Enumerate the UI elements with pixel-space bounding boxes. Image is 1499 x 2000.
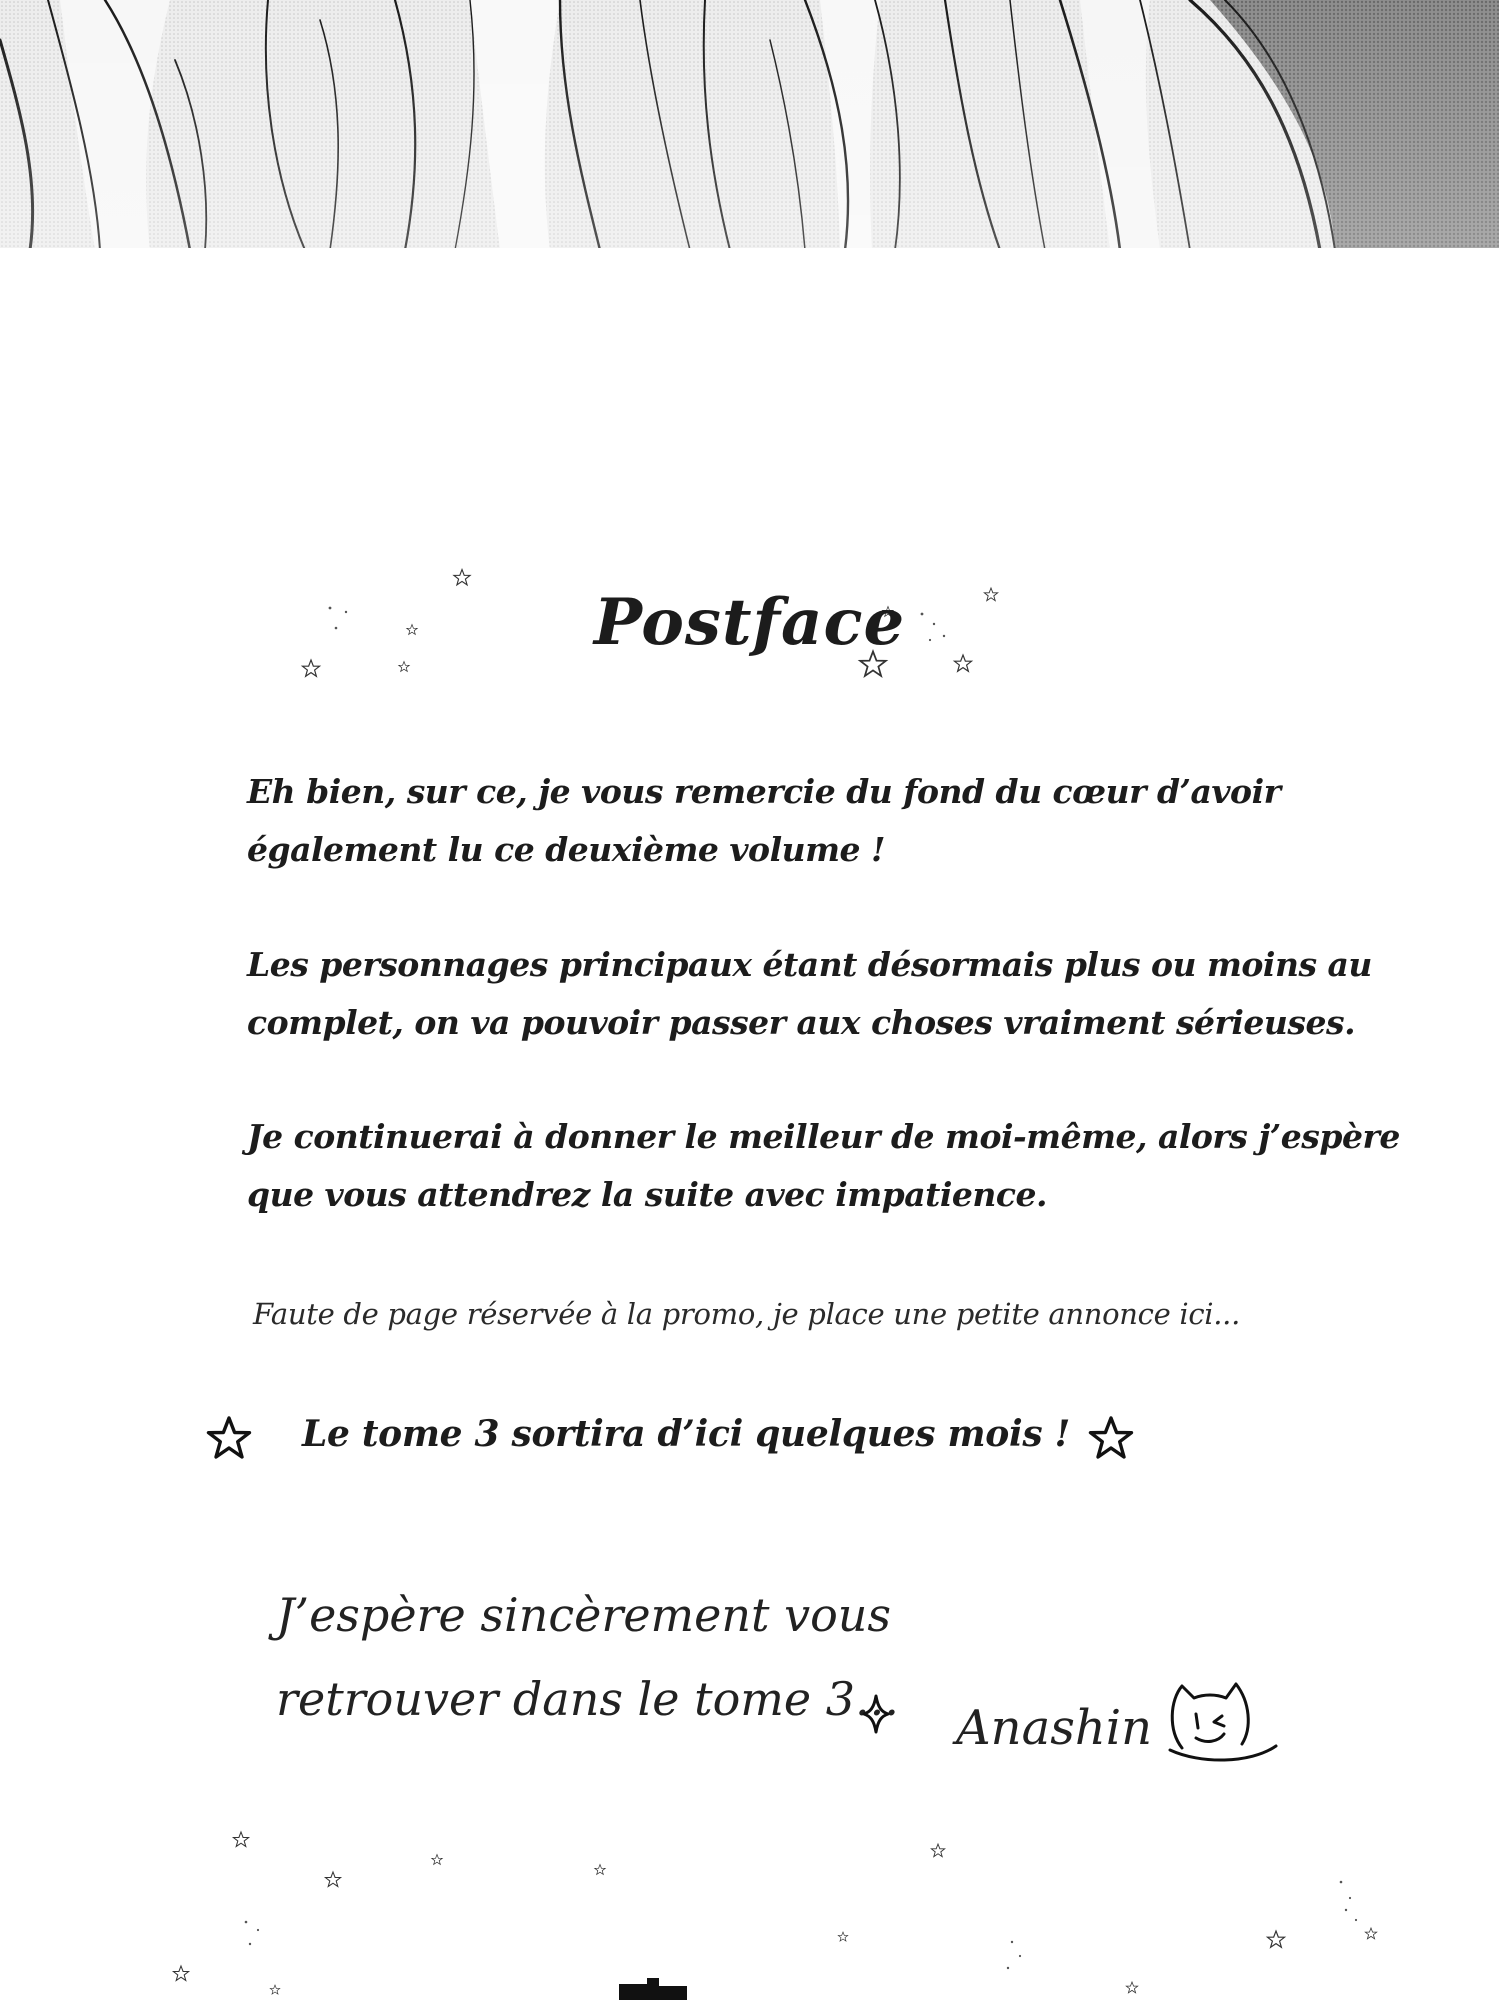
paragraph-1-line-1: Eh bien, sur ce, je vous remercie du fond du cœur d’avoir [247,772,1281,811]
sparkle-icon [860,1692,892,1736]
paragraph-2-line-1: Les personnages principaux étant désormais plus ou moins au [247,945,1372,984]
star-outline-icon [1085,1413,1137,1465]
author-signature: Anashin [956,1700,1153,1756]
paragraph-2-line-2: complet, on va pouvoir passer aux choses vraiment sérieuses. [247,1003,1356,1042]
paragraph-3-line-2: que vous attendrez la suite avec impatience. [247,1175,1047,1214]
promo-note: Faute de page réservée à la promo, je place une petite annonce ici... [253,1297,1241,1331]
volume-announcement: Le tome 3 sortira d’ici quelques mois ! [302,1413,1071,1455]
paragraph-1-line-2: également lu ce deuxième volume ! [247,830,885,869]
page-title: Postface [593,585,906,660]
cat-face-icon [1160,1678,1280,1768]
paragraph-3-line-1: Je continuerai à donner le meilleur de moi-même, alors j’espère [247,1117,1400,1156]
manga-artwork [0,0,1499,250]
star-outline-icon [203,1413,255,1465]
farewell-line-1: J’espère sincèrement vous [276,1588,892,1642]
page-mark [617,1978,689,2000]
farewell-line-2: retrouver dans le tome 3... [276,1672,899,1726]
